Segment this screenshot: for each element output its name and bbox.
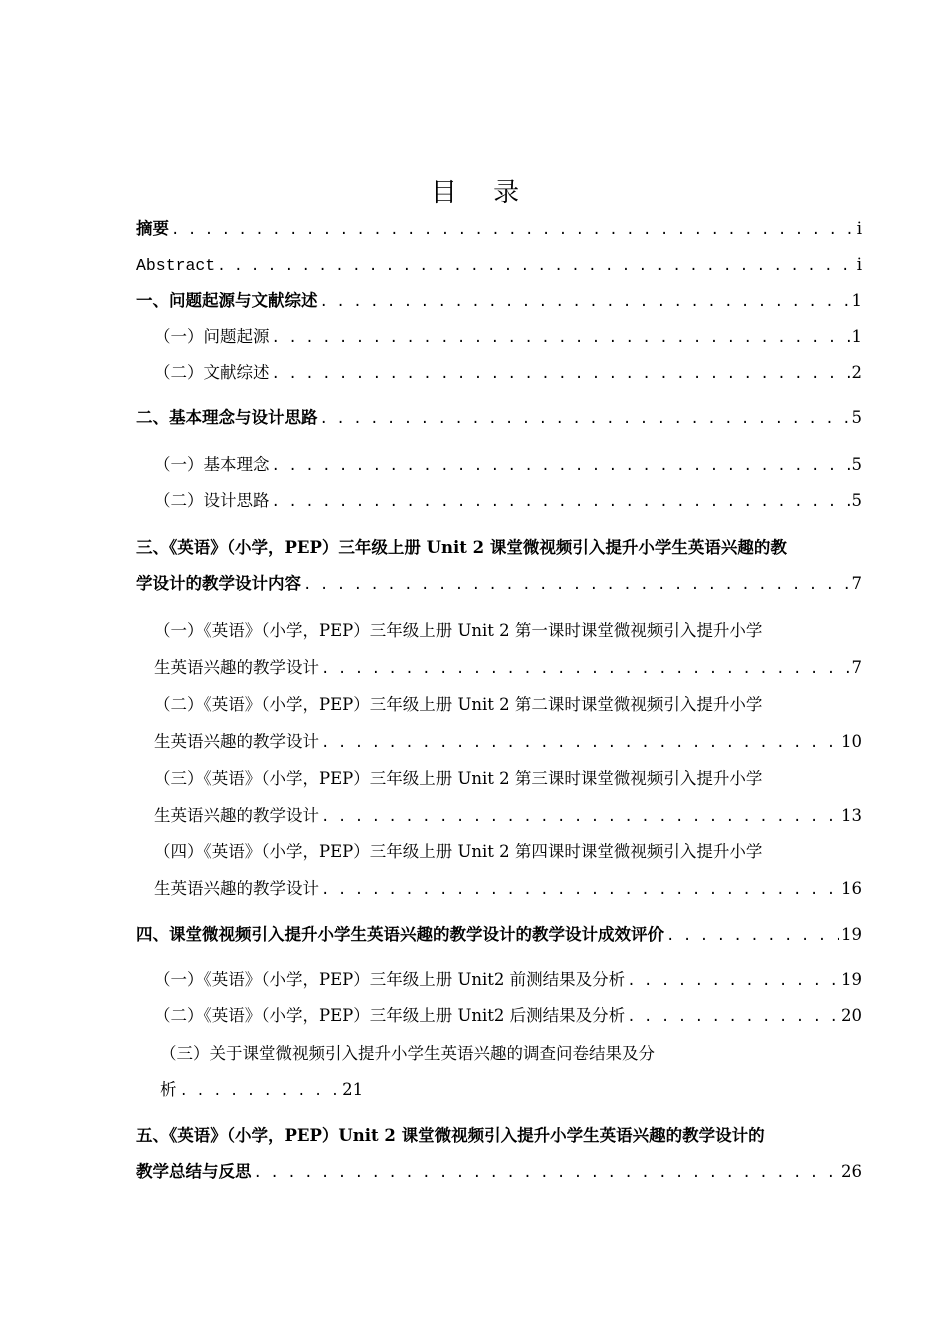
toc-entry-text: （二）设计思路 (154, 491, 270, 510)
toc-page-number: 7 (851, 574, 862, 593)
dot-leader (321, 803, 839, 830)
toc-page-number: 1 (851, 291, 862, 310)
toc-entry-text: （二）文献综述 (154, 363, 270, 382)
toc-entry-4-3[interactable] (154, 1077, 363, 1103)
toc-entry-3-1[interactable] (154, 655, 862, 681)
toc-entry-text: 教学总结与反思 (136, 1162, 252, 1181)
toc-entry-3-2[interactable] (154, 729, 862, 755)
dot-leader (272, 488, 850, 515)
toc-page-number: 2 (851, 363, 862, 382)
toc-page-number: 7 (851, 658, 862, 677)
toc-page-number: i (856, 219, 862, 238)
toc-entry-text: 学设计的教学设计内容 (136, 574, 301, 593)
toc-title: 目 录 (430, 178, 534, 208)
toc-entry-abstract-cn[interactable] (136, 216, 862, 242)
toc-entry-2-2[interactable] (154, 488, 862, 514)
toc-entry-1-2[interactable] (154, 360, 862, 386)
toc-page-number: 10 (841, 732, 862, 751)
toc-page-number: 21 (342, 1080, 364, 1099)
toc-entry-3-2-line1[interactable]: （二）《英语》（小学，PEP）三年级上册 Unit 2 第二课时课堂微视频引入提升小学 (154, 695, 763, 714)
dot-leader (217, 252, 855, 279)
toc-page-number: i (856, 255, 862, 274)
toc-entry-2-1[interactable] (154, 452, 862, 478)
toc-entry-chapter-3-line1[interactable]: 三、《英语》（小学，PEP）三年级上册 Unit 2 课堂微视频引入提升小学生英语兴趣的教 (136, 538, 787, 557)
toc-entry-text: 生英语兴趣的教学设计 (154, 732, 319, 751)
toc-page-number: 19 (841, 970, 862, 989)
toc-page-number: 5 (851, 491, 862, 510)
toc-page-number: 13 (841, 806, 862, 825)
toc-entry-chapter-1[interactable] (136, 288, 862, 314)
toc-entry-text: 析 (160, 1080, 177, 1099)
toc-entry-4-3-line1[interactable]: （三）关于课堂微视频引入提升小学生英语兴趣的调查问卷结果及分 (160, 1044, 655, 1063)
dot-leader (272, 324, 850, 351)
toc-entry-text: （一）《英语》（小学，PEP）三年级上册 Unit2 前测结果及分析 (154, 970, 626, 989)
toc-entry-3-1-line1[interactable]: （一）《英语》（小学，PEP）三年级上册 Unit 2 第一课时课堂微视频引入提升小学 (154, 621, 763, 640)
toc-page-number: 19 (841, 925, 862, 944)
toc-entry-chapter-4[interactable] (136, 922, 862, 948)
toc-entry-text: 生英语兴趣的教学设计 (154, 658, 319, 677)
dot-leader (321, 876, 839, 903)
dot-leader (272, 360, 850, 387)
dot-leader: . . . . . . . . . . (179, 1084, 340, 1100)
dot-leader (666, 922, 839, 949)
toc-entry-3-3[interactable] (154, 803, 862, 829)
toc-entry-text: 生英语兴趣的教学设计 (154, 806, 319, 825)
toc-entry-text: 摘要 (136, 219, 169, 238)
toc-entry-3-4-line1[interactable]: （四）《英语》（小学，PEP）三年级上册 Unit 2 第四课时课堂微视频引入提升小学 (154, 842, 763, 861)
toc-page-number: 1 (851, 327, 862, 346)
toc-entry-text: （一）问题起源 (154, 327, 270, 346)
toc-entry-text: Abstract (136, 256, 216, 275)
dot-leader (627, 1003, 839, 1030)
toc-entry-text: 一、问题起源与文献综述 (136, 291, 318, 310)
toc-page-number: 5 (851, 408, 862, 427)
toc-entry-1-1[interactable] (154, 324, 862, 350)
toc-entry-abstract-en[interactable] (136, 252, 862, 278)
toc-entry-text: （二）《英语》（小学，PEP）三年级上册 Unit2 后测结果及分析 (154, 1006, 626, 1025)
toc-page-number: 26 (841, 1162, 862, 1181)
toc-entry-chapter-5[interactable] (136, 1159, 862, 1185)
toc-page-number: 20 (841, 1006, 862, 1025)
dot-leader (254, 1159, 840, 1186)
toc-entry-4-1[interactable] (154, 967, 862, 993)
toc-entry-4-2[interactable] (154, 1003, 862, 1029)
dot-leader (272, 452, 850, 479)
toc-page-number: 16 (841, 879, 862, 898)
toc-entry-3-3-line1[interactable]: （三）《英语》（小学，PEP）三年级上册 Unit 2 第三课时课堂微视频引入提升小学 (154, 769, 763, 788)
toc-entry-text: （一）基本理念 (154, 455, 270, 474)
toc-entry-chapter-3[interactable] (136, 571, 862, 597)
dot-leader (321, 655, 850, 682)
toc-entry-text: 二、基本理念与设计思路 (136, 408, 318, 427)
toc-entry-text: 生英语兴趣的教学设计 (154, 879, 319, 898)
toc-page-number: 5 (851, 455, 862, 474)
toc-entry-text: 四、课堂微视频引入提升小学生英语兴趣的教学设计的教学设计成效评价 (136, 925, 664, 944)
toc-entry-chapter-5-line1[interactable]: 五、《英语》（小学，PEP）Unit 2 课堂微视频引入提升小学生英语兴趣的教学设计的 (136, 1126, 765, 1145)
dot-leader (171, 216, 855, 243)
dot-leader (627, 967, 839, 994)
dot-leader (320, 405, 850, 432)
dot-leader (321, 729, 839, 756)
toc-entry-chapter-2[interactable] (136, 405, 862, 431)
dot-leader (320, 288, 850, 315)
dot-leader (303, 571, 850, 598)
toc-entry-3-4[interactable] (154, 876, 862, 902)
